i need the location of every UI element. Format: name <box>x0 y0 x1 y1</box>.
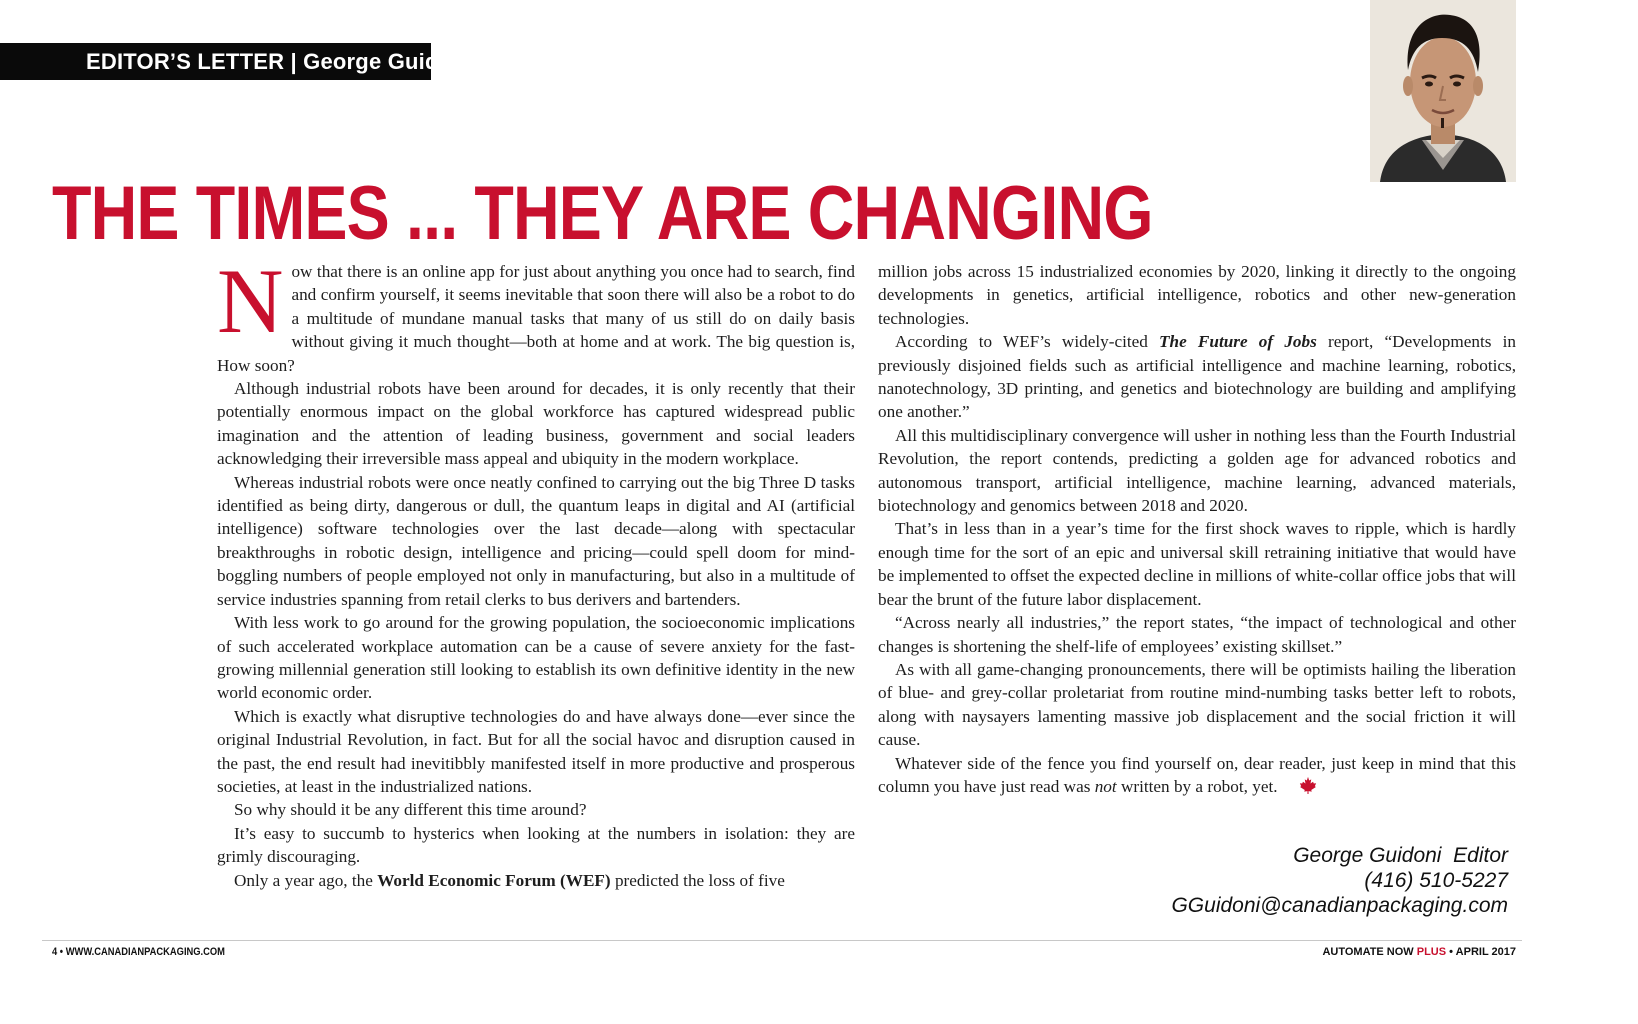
footer-divider <box>42 940 1522 941</box>
paragraph <box>217 869 855 892</box>
paragraph-text: Whatever side of the fence you find yourself on, dear reader, just keep in mind that this column you have just read was <box>878 753 1516 796</box>
emphasis: not <box>1094 776 1117 796</box>
paragraph: Whereas industrial robots were once neatly confined to carrying out the big Three D tasks identified as being dirty, dangerous or dull, the quantum leaps in digital and AI (artificial intelligence) software technologies over the last decade—along with spectacular breakthroughs in robotic design, intelligence and pricing—could spell doom for mind-boggling numbers of people employed not only in manufacturing, but also in a multitude of service industries spanning from retail clerks to bus derivers and bartenders. <box>217 472 855 609</box>
paragraph-text: Only a year ago, the <box>234 870 378 890</box>
bullet: • <box>1449 946 1454 958</box>
paragraph: Which is exactly what disruptive technologies do and have always done—ever since the original Industrial Revolution, in fact. But for all the social havoc and disruption caused in the past, the end result had inevitibbly manifested itself in more productive and prosperous societies, at least in the industrialized nations. <box>217 706 855 796</box>
section-header-bar <box>0 43 473 80</box>
header-author: George Guidoni <box>303 49 473 74</box>
article-headline: THE TIMES ... THEY ARE CHANGING <box>52 171 1153 256</box>
paragraph: All this multidisciplinary convergence will usher in nothing less than the Fourth Industrial Revolution, the report contends, predicting a golden age for advanced robotics and autonomous transport, artificial intelligence, machine learning, advanced materials, biotechnology and genomics between 2018 and 2020. <box>878 425 1516 516</box>
page-number: 4 <box>52 946 58 958</box>
paragraph: So why should it be any different this time around? <box>234 800 587 820</box>
issue-date: APRIL 2017 <box>1455 946 1516 958</box>
dropcap: N <box>217 250 284 352</box>
paragraph-text: predicted the loss of five <box>610 870 785 890</box>
publication-plus: PLUS <box>1416 946 1447 958</box>
signature-name: George Guidoni Editor <box>1293 844 1508 867</box>
footer-left <box>52 946 225 958</box>
paragraph: As with all game-changing pronouncements, there will be optimists hailing the liberation of blue- and grey-collar proletariat from routine mind-numbing tasks better left to robots, along with naysayers lamenting massive job displacement and the social friction it will cause. <box>878 659 1516 750</box>
paragraph-text: According to WEF’s widely-cited <box>895 332 1160 352</box>
paragraph <box>878 330 1516 424</box>
paragraph <box>217 250 855 377</box>
wef-name: World Economic Forum (WEF) <box>377 870 611 890</box>
paragraph: With less work to go around for the growing population, the socioeconomic implications of such accelerated workplace automation can be a cause of severe anxiety for the fast-growing millennial generation still looking to establish its own definitive identity in the new world economic order. <box>217 613 855 703</box>
article-column-left <box>217 250 855 892</box>
publication-name: AUTOMATE NOW <box>1322 946 1417 958</box>
signature-email[interactable]: GGuidoni@canadianpackaging.com <box>1171 894 1508 917</box>
signature-phone: (416) 510-5227 <box>1364 869 1508 892</box>
section-label: EDITOR’S LETTER <box>86 49 285 74</box>
bullet: • <box>59 946 64 958</box>
paragraph: “Across nearly all industries,” the report states, “the impact of technological and other changes is shortening the shelf-life of employees’ existing skillset.” <box>878 613 1516 656</box>
paragraph: It’s easy to succumb to hysterics when looking at the numbers in isolation: they are grimly discouraging. <box>217 823 855 867</box>
author-photo-illustration <box>1370 0 1516 182</box>
paragraph: million jobs across 15 industrialized economies by 2020, linking it directly to the ongoing developments in genetics, artificial intelligence, robotics and other new-generation technologies. <box>878 262 1516 328</box>
paragraph-text: ow that there is an online app for just about anything you once had to search, find and confirm yourself, it seems inevitable that soon there will also be a robot to do a multitude of mundane manual tasks that many of us still do on daily basis without giving it much thought—both at home and at work. The big question is, How soon? <box>217 262 855 375</box>
maple-leaf-icon <box>1282 776 1317 800</box>
paragraph <box>878 752 1516 801</box>
report-title: The Future of Jobs <box>1159 332 1317 352</box>
paragraph-text: report, “Developments in previously disjoined fields such as artificial intelligence and machine learning, robotics, nanotechnology, 3D printing, and genetics and biotechnology are building and amplifying one another.” <box>878 332 1517 422</box>
paragraph: Although industrial robots have been around for decades, it is only recently that their potentially enormous impact on the global workforce has captured widespread public imagination and the attention of leading business, government and social leaders acknowledging their irreversible mass appeal and ubiquity in the modern workplace. <box>217 379 855 469</box>
footer-site-link[interactable]: WWW.CANADIANPACKAGING.COM <box>65 946 225 958</box>
article-column-right <box>878 260 1516 800</box>
paragraph: That’s in less than in a year’s time for the first shock waves to ripple, which is hardly enough time for the sort of an epic and universal skill retraining initiative that would have be implemented to offset the expected decline in millions of white-collar office jobs that will bear the brunt of the future labor displacement. <box>878 519 1516 609</box>
footer-right <box>1322 946 1516 958</box>
editor-signature <box>1171 843 1508 918</box>
header-separator: | <box>284 49 304 74</box>
author-portrait <box>1370 0 1516 182</box>
paragraph-text: written by a robot, yet. <box>1116 776 1278 796</box>
